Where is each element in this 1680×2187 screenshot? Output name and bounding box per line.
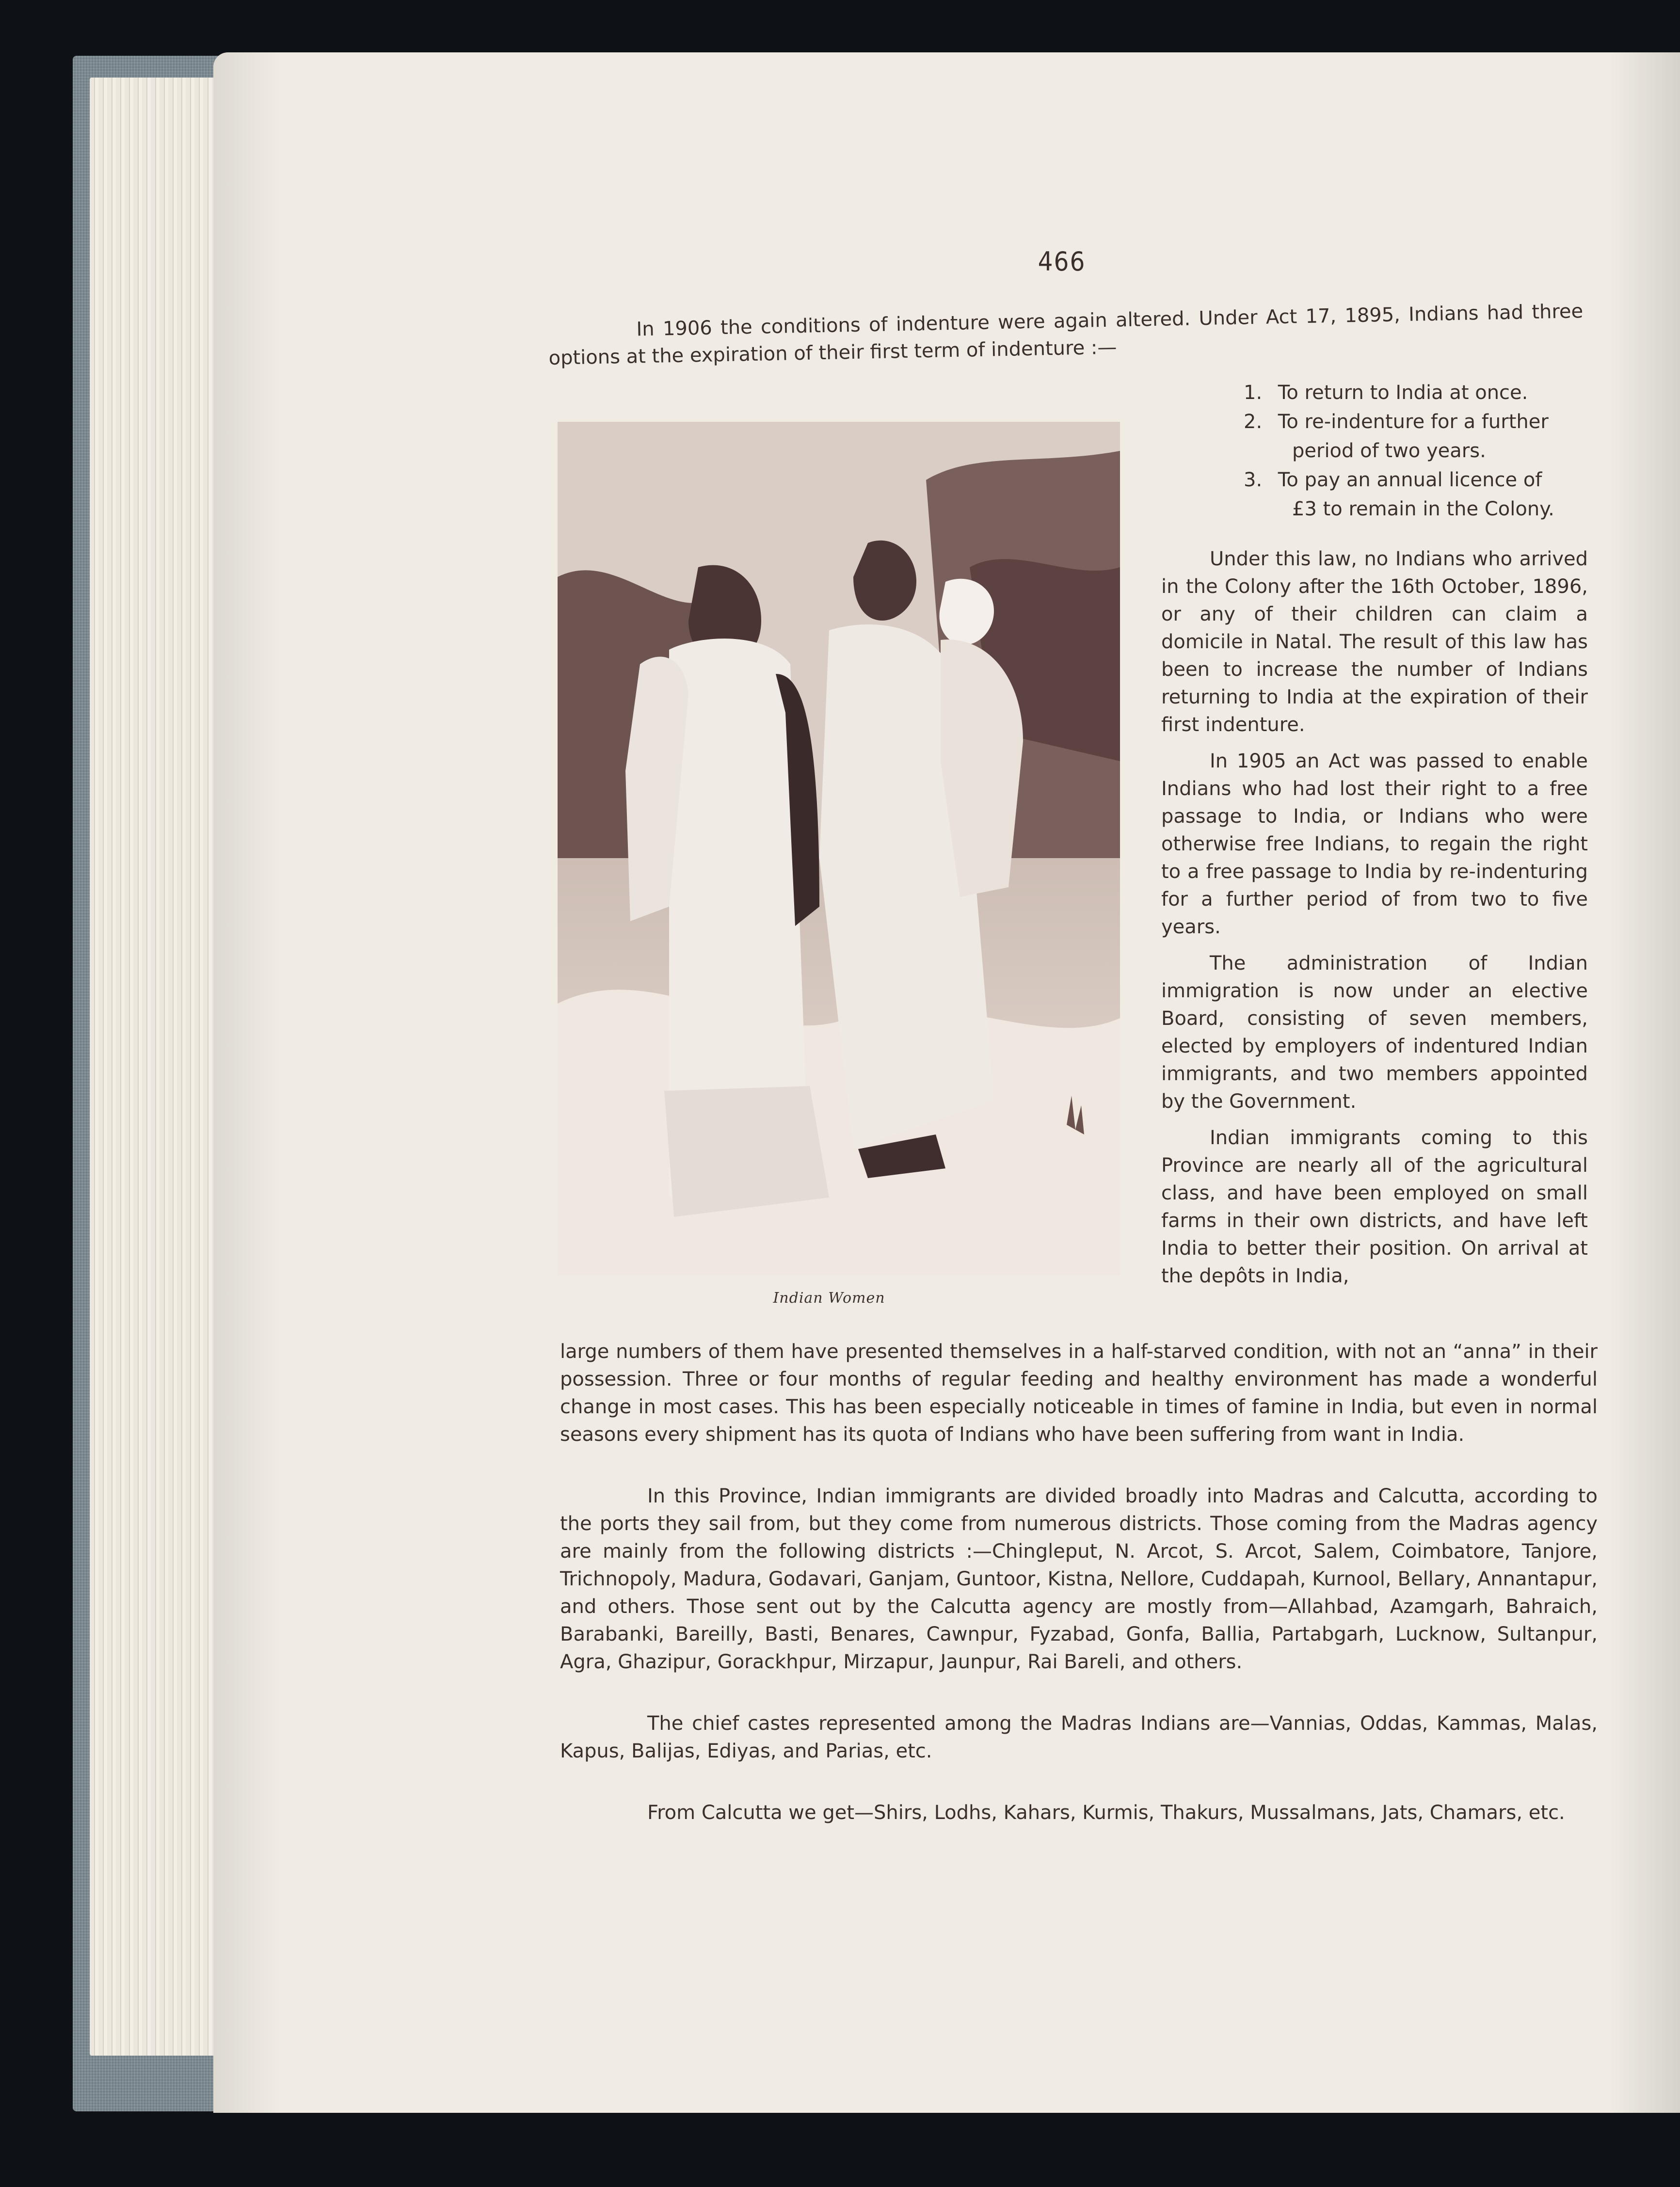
option-number: 1. <box>1244 382 1263 404</box>
photograph-illustration <box>558 422 1120 1275</box>
column-paragraph: In 1905 an Act was passed to enable Indians who had lost their right to a free passage to India, or Indians who were otherwise free Indians, to regain the right to a free passage to India by re-indenturing for a further period of from two to five years. <box>1161 750 1588 938</box>
option-text-continued: £3 to remain in the Colony. <box>1292 498 1554 520</box>
intro-text: In 1906 the conditions of indenture were again altered. Under Act 17, 1895, Indians had three options at the expiration of their first term of indenture :— <box>548 300 1584 369</box>
option-item <box>1244 407 1593 465</box>
photograph <box>558 422 1120 1275</box>
figure-caption: Indian Women <box>773 1290 885 1307</box>
photograph-indian-women <box>558 422 1120 1280</box>
options-list <box>1244 378 1593 524</box>
option-number: 2. <box>1244 411 1263 433</box>
column-paragraph: The administration of Indian immigration is now under an elective Board, consisting of seven members, elected by employers of indentured Indian immigrants, and two members appointed by the Government. <box>1161 952 1588 1113</box>
column-paragraph: Under this law, no Indians who arrived in the Colony after the 16th October, 1896, or any of their children can claim a domicile in Natal. The result of this law has been to increase the number of Indians returning to India at the expiration of their first indenture. <box>1161 548 1588 736</box>
body-text <box>560 1338 1598 1861</box>
option-text: To return to India at once. <box>1278 382 1528 404</box>
continued-paragraph: large numbers of them have presented themselves in a half-starved condition, with not an “anna” in their possession. Three or four months of regular feeding and healthy environment has made a wonderful change in most cases. This has been especially noticeable in times of famine in India, but even in normal seasons every shipment has its quota of Indians who have been suffering from want in India. <box>560 1341 1598 1446</box>
option-text: To re-indenture for a further <box>1278 411 1549 433</box>
option-item <box>1244 378 1593 407</box>
body-paragraph: In this Province, Indian immigrants are divided broadly into Madras and Calcutta, according to the ports they sail from, but they come from numerous districts. Those coming from the Madras agency are mainly from the following districts :—Chingleput, N. Arcot, S. Arcot, Salem, Coimbatore, Tanjore, Trichnopoly, Madura, Godavari, Ganjam, Guntoor, Kistna, Nellore, Cuddapah, Kurnool, Bellary, Annantapur, and others. Those sent out by the Calcutta agency are mostly from—Allahbad, Azamgarh, Bahraich, Barabanki, Bareilly, Basti, Benares, Cawnpur, Fyzabad, Gonfa, Ballia, Partabgarh, Lucknow, Sultanpur, Agra, Ghazipur, Gorackhpur, Mirzapur, Jaunpur, Rai Bareli, and others. <box>560 1485 1598 1673</box>
side-column <box>1161 545 1588 1299</box>
option-text-continued: period of two years. <box>1292 440 1486 462</box>
column-paragraph: Indian immigrants coming to this Province are nearly all of the agricultural class, and have been employed on small farms in their own districts, and have left India to better their position. On arrival at the depôts in India, <box>1161 1127 1588 1287</box>
body-paragraph: The chief castes represented among the Madras Indians are—Vannias, Oddas, Kammas, Malas, Kapus, Balijas, Ediyas, and Parias, etc. <box>560 1712 1598 1762</box>
option-text: To pay an annual licence of <box>1278 469 1542 491</box>
page-number: 466 <box>1038 246 1086 277</box>
option-item <box>1244 465 1593 524</box>
body-paragraph: From Calcutta we get—Shirs, Lodhs, Kahars, Kurmis, Thakurs, Mussalmans, Jats, Chamars, etc. <box>647 1802 1565 1824</box>
option-number: 3. <box>1244 469 1263 491</box>
